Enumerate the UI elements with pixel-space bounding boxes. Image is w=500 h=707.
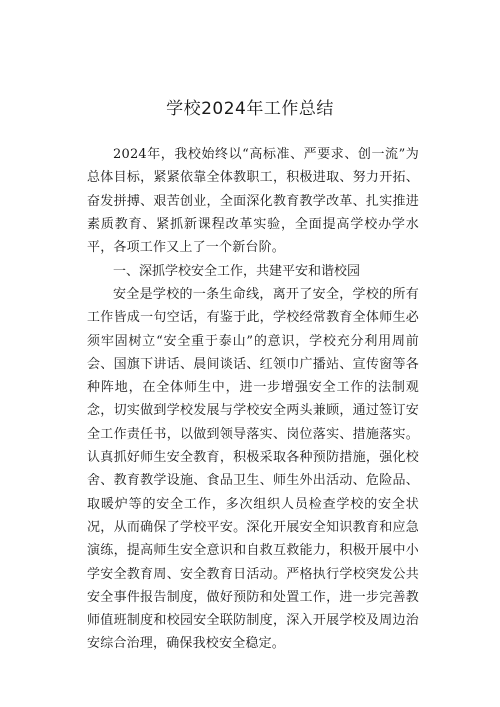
document-title: 学校2024年工作总结 — [166, 99, 334, 119]
intro-paragraph: 2024年，我校始终以“高标准、严要求、创一流”为总体目标，紧紧依靠全体教职工，积极进取、努力开拓、奋发拼搏、艰苦创业，全面深化教育教学改革、扎实推进素质教育、紧抓新课程改革实验，全面提高学校办学水平，各项工作又上了一个新台阶。 — [87, 147, 419, 256]
section-paragraph: 安全是学校的一条生命线，离开了安全，学校的所有工作皆成一句空话，有鉴于此，学校经常教育全体师生必须牢固树立“安全重于泰山”的意识，学校充分利用周前会、国旗下讲话、晨间谈话、红领巾广播站、宣传窗等各种阵地，在全体师生中，进一步增强安全工作的法制观念，切实做到学校发展与学校安全两头兼顾，通过签订安全工作责任书，以做到领导落实、岗位落实、措施落实。认真抓好师生安全教育，积极采取各种预防措施，强化校舍、教育教学设施、食品卫生、师生外出活动、危险品、取暖炉等的安全工作，多次组织人员检查学校的安全状况，从而确保了学校平安。深化开展安全知识教育和应急演练，提高师生安全意识和自救互救能力，积极开展中小学安全教育周、安全教育日活动。严格执行学校突发公共安全事件报告制度，做好预防和处置工作，进一步完善教师值班制度和校园安全联防制度，深入开展学校及周边治安综合治理，确保我校安全稳定。 — [87, 287, 419, 652]
section-heading: 一、深抓学校安全工作，共建平安和谐校园 — [113, 264, 361, 279]
